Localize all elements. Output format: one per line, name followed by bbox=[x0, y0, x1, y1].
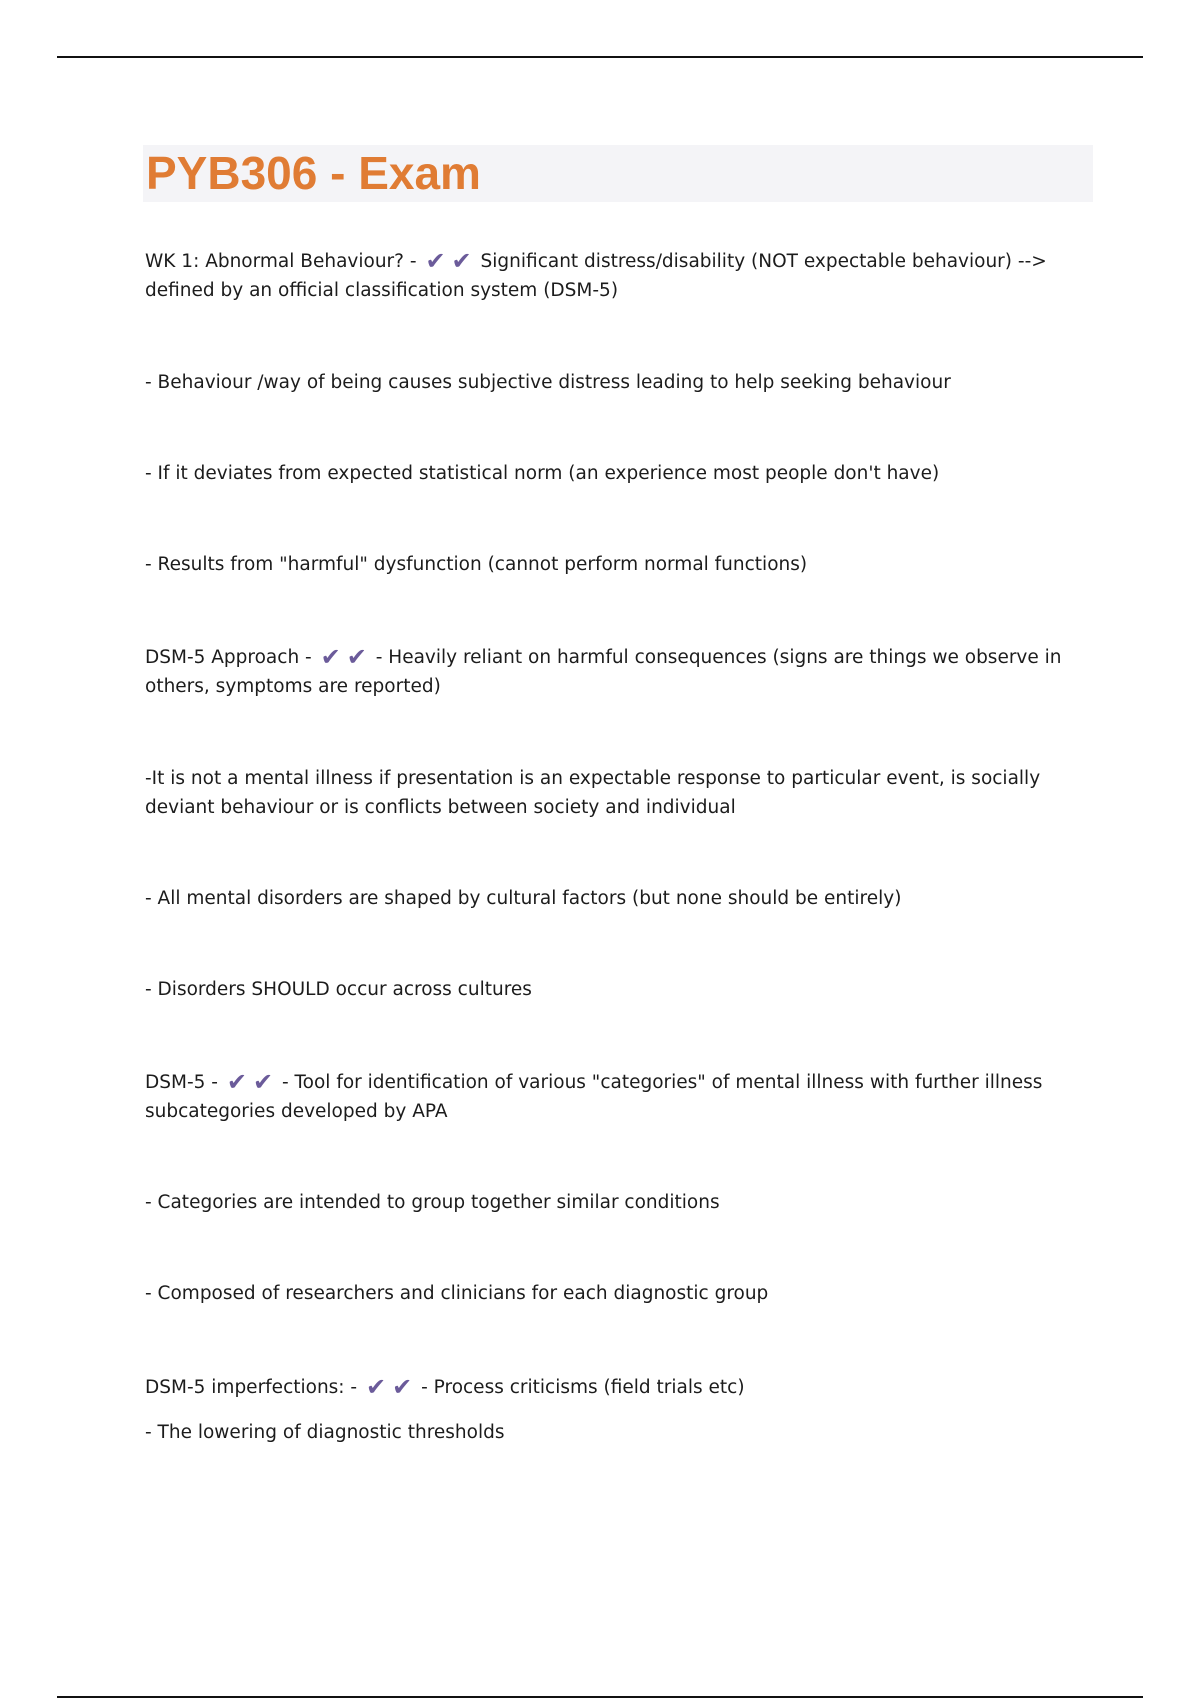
list-item: - Results from "harmful" dysfunction (cannot perform normal functions) bbox=[145, 554, 808, 575]
term: DSM-5 Approach - bbox=[145, 647, 312, 668]
list-item: - Disorders SHOULD occur across cultures bbox=[145, 979, 532, 1000]
page-title: PYB306 - Exam bbox=[146, 147, 481, 199]
flashcard-entry bbox=[145, 247, 1095, 305]
check-icon: ✔ bbox=[392, 1373, 413, 1401]
bottom-rule bbox=[57, 1696, 1143, 1698]
check-icon: ✔ bbox=[346, 643, 367, 671]
list-item: - Categories are intended to group together similar conditions bbox=[145, 1192, 720, 1213]
list-item: - If it deviates from expected statistical norm (an experience most people don't have) bbox=[145, 463, 940, 484]
flashcard-entry bbox=[145, 643, 1095, 701]
term: DSM-5 imperfections: - bbox=[145, 1377, 358, 1398]
flashcard-entry bbox=[145, 1068, 1095, 1126]
definition: - Process criticisms (field trials etc) bbox=[421, 1377, 745, 1398]
term: WK 1: Abnormal Behaviour? - bbox=[145, 251, 417, 272]
list-item: - All mental disorders are shaped by cultural factors (but none should be entirely) bbox=[145, 888, 902, 909]
definition: Significant distress/disability (NOT expectable behaviour) --> defined by an official classification system (DSM-5) bbox=[145, 251, 1047, 301]
list-item: - Behaviour /way of being causes subjective distress leading to help seeking behaviour bbox=[145, 372, 951, 393]
list-item: -It is not a mental illness if presentation is an expectable response to particular event, is socially deviant behaviour or is conflicts between society and individual bbox=[145, 768, 1041, 818]
check-icon: ✔ bbox=[252, 1068, 274, 1096]
check-icon: ✔ bbox=[226, 1068, 247, 1096]
check-icon: ✔ bbox=[425, 247, 446, 275]
flashcard-entry bbox=[145, 1373, 1095, 1402]
definition: - Heavily reliant on harmful consequences (signs are things we observe in others, symptoms are reported) bbox=[145, 647, 1062, 697]
definition: - Tool for identification of various "categories" of mental illness with further illness subcategories developed by APA bbox=[145, 1072, 1043, 1122]
check-icon: ✔ bbox=[451, 247, 472, 275]
list-item: - The lowering of diagnostic thresholds bbox=[145, 1422, 505, 1443]
check-icon: ✔ bbox=[320, 643, 341, 671]
term: DSM-5 - bbox=[145, 1072, 218, 1093]
top-rule bbox=[57, 56, 1143, 58]
check-icon: ✔ bbox=[366, 1373, 387, 1401]
list-item: - Composed of researchers and clinicians for each diagnostic group bbox=[145, 1283, 769, 1304]
